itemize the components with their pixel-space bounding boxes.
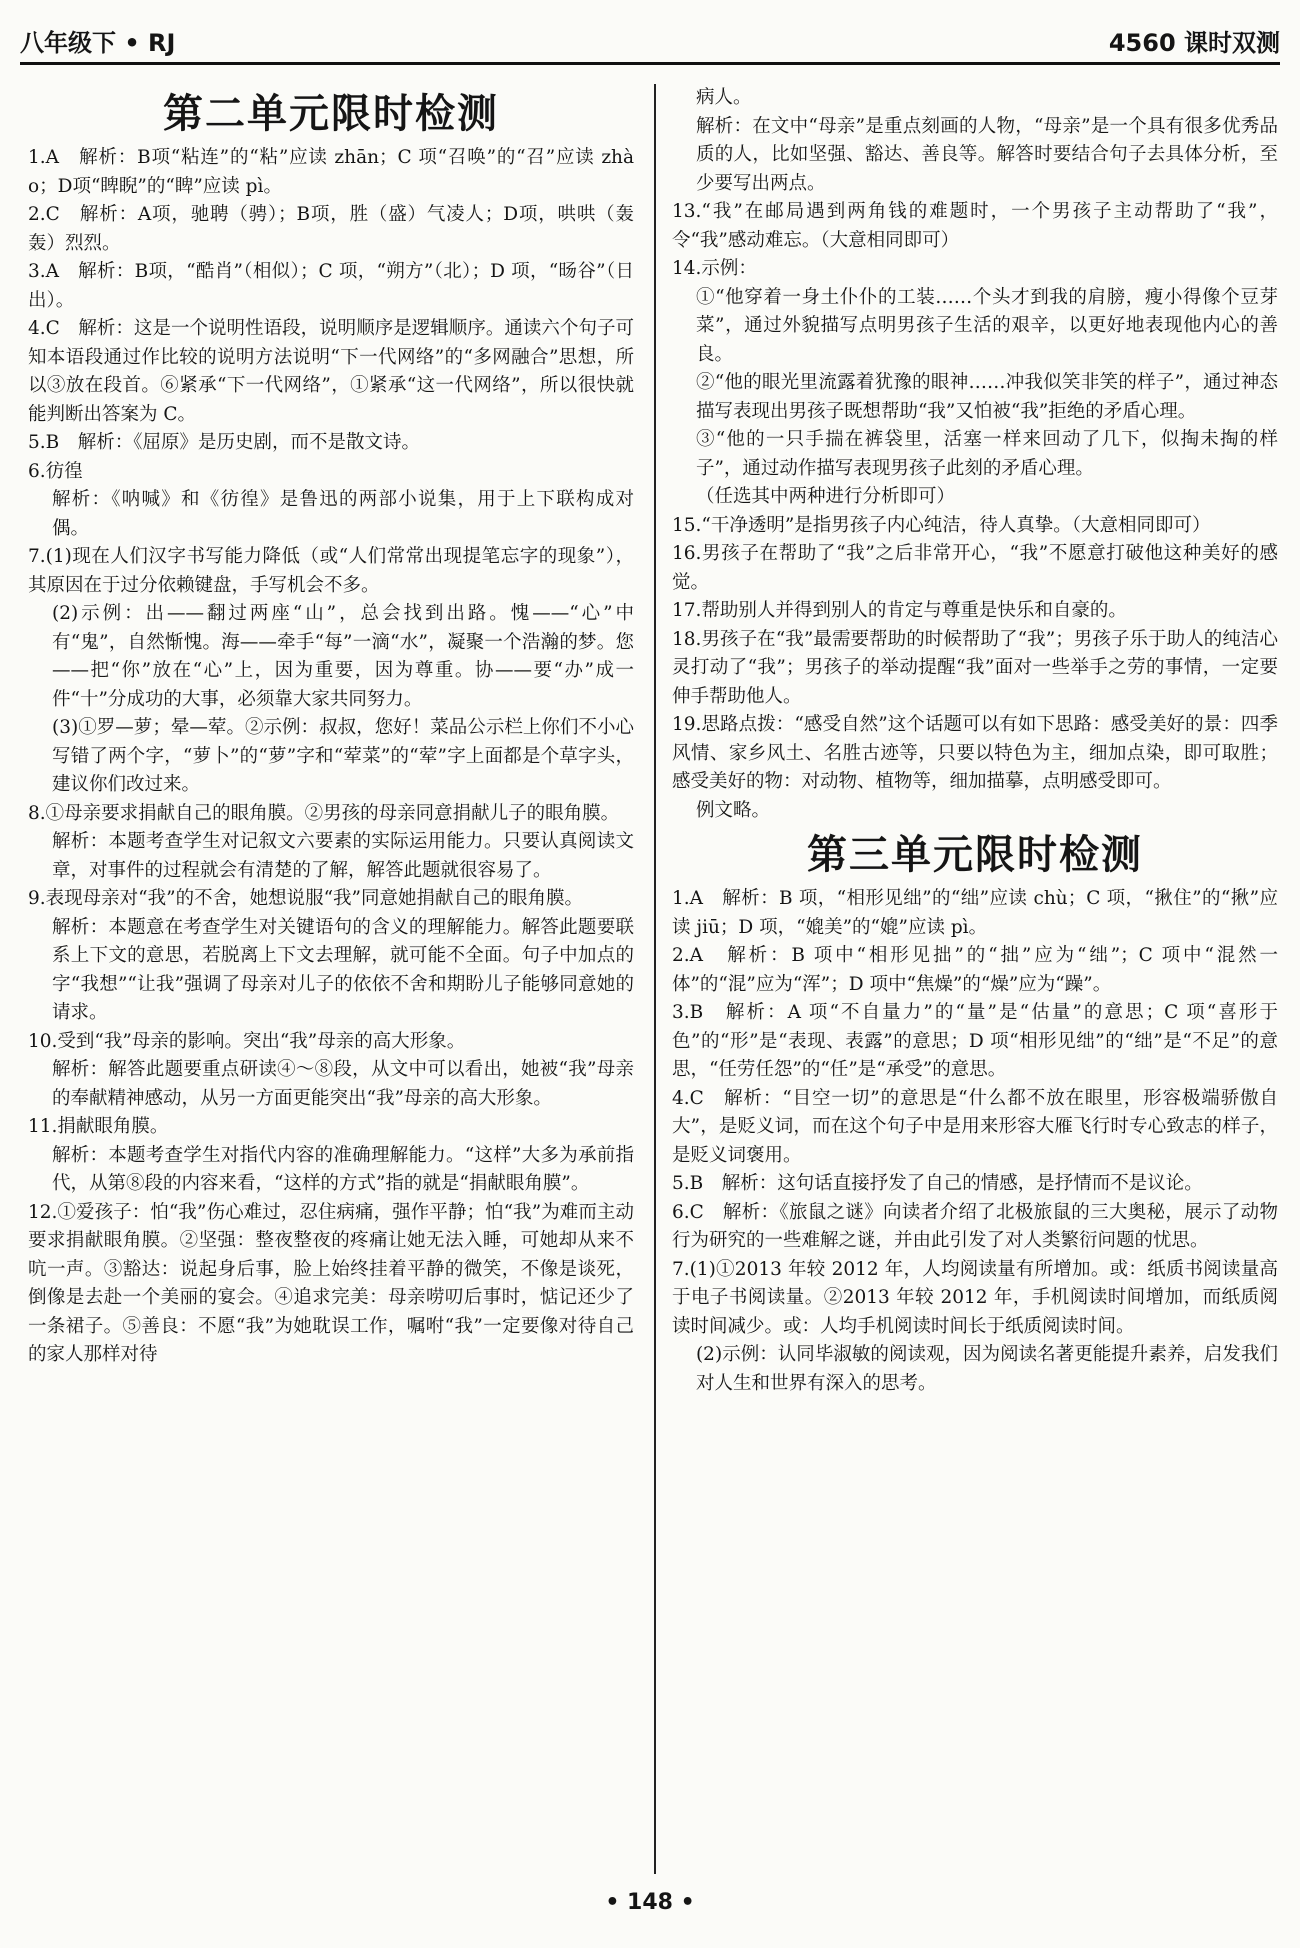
answer-paragraph: 7.(1)现在人们汉字书写能力降低（或“人们常常出现提笔忘字的现象”），其原因在于过分依赖键盘，手写机会不多。 (28, 546, 635, 596)
right-column (672, 84, 1278, 1874)
section-title-unit-2: 第二单元限时检测 (163, 90, 499, 137)
answer-paragraph: 解析：本题考查学生对记叙文六要素的实际运用能力。只要认真阅读文章，对事件的过程就会有清楚的了解，解答此题就很容易了。 (52, 831, 635, 881)
section-title-unit-3: 第三单元限时检测 (806, 831, 1143, 878)
answer-paragraph: 10.受到“我”母亲的影响。突出“我”母亲的高大形象。 (28, 1030, 466, 1052)
answer-paragraph: 5.B 解析：《屈原》是历史剧，而不是散文诗。 (28, 432, 420, 453)
page-number: • 148 • (605, 1890, 695, 1915)
answer-paragraph: 16.男孩子在帮助了“我”之后非常开心，“我”不愿意打破他这种美好的感觉。 (671, 543, 1278, 593)
answer-paragraph: 4.C 解析：“目空一切”的意思是“什么都不放在眼里，形容极端骄傲自大”，是贬义词，而在这个句子中是用来形容大雁飞行时专心致志的样子，是贬义词褒用。 (671, 1087, 1278, 1166)
column-divider (654, 84, 656, 1874)
answer-paragraph: 1.A 解析：B项“粘连”的“粘”应读 zhān；C 项“召唤”的“召”应读 zhào；D项“睥睨”的“睥”应读 pì。 (28, 147, 635, 197)
answer-paragraph: 6.彷徨 (28, 460, 83, 482)
header-grade-label: 八年级下 • RJ (20, 29, 176, 57)
answer-paragraph: 8.①母亲要求捐献自己的眼角膜。②男孩的母亲同意捐献儿子的眼角膜。 (28, 802, 620, 824)
answer-paragraph: 解析：本题考查学生对指代内容的准确理解能力。“这样”大多为承前指代，从第⑧段的内容来看，“这样的方式”指的就是“捐献眼角膜”。 (52, 1144, 635, 1194)
answer-paragraph: 3.A 解析：B项，“酷肖”（相似）；C 项，“朔方”（北）；D 项，“旸谷”（日出）。 (28, 261, 635, 311)
right-part-unit-2-answers (672, 84, 1278, 825)
answer-paragraph: 14.示例： (671, 258, 757, 279)
answer-paragraph: 2.A 解析：B 项中“相形见拙”的“拙”应为“绌”；C 项中“混然一体”的“混”应为“浑”；D 项中“焦燥”的“燥”应为“躁”。 (671, 945, 1278, 995)
answer-paragraph: 19.思路点拨：“感受自然”这个话题可以有如下思路：感受美好的景：四季风情、家乡风土、名胜古迹等，只要以特色为主，细加点染，即可取胜；感受美好的物：对动物、植物等，细加描摹，点明感受即可。 (671, 714, 1278, 792)
answer-paragraph: 9.表现母亲对“我”的不舍，她想说服“我”同意她捐献自己的眼角膜。 (28, 888, 583, 909)
answer-paragraph: (2)示例：出——翻过两座“山”，总会找到出路。愧——“心”中有“鬼”，自然惭愧。海——牵手“每”一滴“水”，凝聚一个浩瀚的梦。您——把“你”放在“心”上，因为重要，因为尊重。协——要“办”成一件“十”分成功的大事，必须靠大家共同努力。 (52, 603, 635, 710)
answer-paragraph: 解析：在文中“母亲”是重点刻画的人物，“母亲”是一个具有很多优秀品质的人，比如坚强、豁达、善良等。解答时要结合句子去具体分析，至少要写出两点。 (695, 115, 1278, 194)
answer-paragraph: （任选其中两种进行分析即可） (695, 486, 955, 507)
answer-paragraph: 7.(1)①2013 年较 2012 年，人均阅读量有所增加。或：纸质书阅读量高于电子书阅读量。②2013 年较 2012 年，手机阅读时间增加，而纸质阅读时间减少。或：人均手机阅读时间长于纸质阅读时间。 (671, 1258, 1278, 1337)
answer-paragraph: 2.C 解析：A项，驰聘（骋）；B项，胜（盛）气凌人；D项，哄哄（轰轰）烈烈。 (28, 204, 635, 254)
answer-paragraph: 解析：本题意在考查学生对关键语句的含义的理解能力。解答此题要联系上下文的意思，若脱离上下文去理解，就可能不全面。句子中加点的字“我想”“让我”强调了母亲对儿子的依依不舍和期盼儿子能够同意她的请求。 (52, 916, 635, 1023)
page-header (20, 18, 1280, 65)
answer-paragraph: 1.A 解析：B 项，“相形见绌”的“绌”应读 chù；C 项，“揪住”的“揪”应读 jiū；D 项，“媲美”的“媲”应读 pì。 (671, 888, 1278, 938)
left-column (28, 84, 634, 1874)
answer-paragraph: 15.“干净透明”是指男孩子内心纯洁，待人真挚。（大意相同即可） (671, 514, 1211, 536)
answer-paragraph: 3.B 解析：A 项“不自量力”的“量”是“估量”的意思；C 项“喜形于色”的“形”是“表现、表露”的意思；D 项“相形见绌”的“绌”是“不足”的意思，“任劳任怨”的“任”是“承受”的意思。 (671, 1002, 1278, 1080)
answer-paragraph: 解析：解答此题要重点研读④～⑧段，从文中可以看出，她被“我”母亲的奉献精神感动，从另一方面更能突出“我”母亲的高大形象。 (52, 1059, 635, 1109)
answer-paragraph: ②“他的眼光里流露着犹豫的眼神……冲我似笑非笑的样子”，通过神态描写表现出男孩子既想帮助“我”又怕被“我”拒绝的矛盾心理。 (695, 372, 1278, 422)
answer-paragraph: 18.男孩子在“我”最需要帮助的时候帮助了“我”；男孩子乐于助人的纯洁心灵打动了“我”；男孩子的举动提醒“我”面对一些举手之劳的事情，一定要伸手帮助他人。 (671, 628, 1278, 707)
answer-paragraph: 11.捐献眼角膜。 (28, 1116, 169, 1137)
content-columns (28, 84, 1278, 1874)
right-part-unit-3-answers (672, 885, 1278, 1398)
answer-paragraph: (2)示例：认同毕淑敏的阅读观，因为阅读名著更能提升素养，启发我们对人生和世界有深入的思考。 (695, 1344, 1278, 1394)
answer-paragraph: 6.C 解析：《旅鼠之谜》向读者介绍了北极旅鼠的三大奥秘，展示了动物行为研究的一些难解之谜，并由此引发了对人类繁衍问题的忧思。 (671, 1201, 1278, 1251)
answer-paragraph: (3)①罗—萝；晕—荤。②示例：叔叔，您好！菜品公示栏上你们不小心写错了两个字，“萝卜”的“萝”字和“荤菜”的“荤”字上面都是个草字头，建议你们改过来。 (52, 717, 635, 795)
answer-paragraph: ③“他的一只手揣在裤袋里，活塞一样来回动了几下，似掏未掏的样子”，通过动作描写表现男孩子此刻的矛盾心理。 (695, 429, 1278, 479)
answer-paragraph: ①“他穿着一身土仆仆的工装……个头才到我的肩膀，瘦小得像个豆芽菜”，通过外貌描写点明男孩子生活的艰辛，以更好地表现他内心的善良。 (695, 286, 1278, 365)
answer-paragraph: 例文略。 (695, 799, 770, 821)
answer-paragraph: 4.C 解析：这是一个说明性语段，说明顺序是逻辑顺序。通读六个句子可知本语段通过作比较的说明方法说明“下一代网络”的“多网融合”思想，所以③放在段首。⑥紧承“下一代网络”，①紧承“这一代网络”，所以很快就能判断出答案为 C。 (28, 318, 635, 425)
answer-paragraph: 病人。 (695, 87, 752, 108)
answer-paragraph: 12.①爱孩子：怕“我”伤心难过，忍住病痛，强作平静；怕“我”为难而主动要求捐献眼角膜。②坚强：整夜整夜的疼痛让她无法入睡，可她却从来不吭一声。③豁达：说起身后事，脸上始终挂着平静的微笑，不像是谈死，倒像是去赴一个美丽的宴会。④追求完美：母亲唠叨后事时，惦记还少了一条裙子。⑤善良：不愿“我”为她耽误工作，嘱咐“我”一定要像对待自己的家人那样对待 (28, 1201, 635, 1365)
header-series-title: 4560 课时双测 (1108, 29, 1280, 57)
answer-paragraph: 13.“我”在邮局遇到两角钱的难题时，一个男孩子主动帮助了“我”，令“我”感动难忘。（大意相同即可） (671, 201, 1278, 251)
answer-paragraph: 5.B 解析：这句话直接抒发了自己的情感，是抒情而不是议论。 (671, 1173, 1203, 1194)
answer-paragraph: 17.帮助别人并得到别人的肯定与尊重是快乐和自豪的。 (671, 600, 1127, 621)
answer-paragraph: 解析：《呐喊》和《彷徨》是鲁迅的两部小说集，用于上下联构成对偶。 (52, 489, 635, 539)
